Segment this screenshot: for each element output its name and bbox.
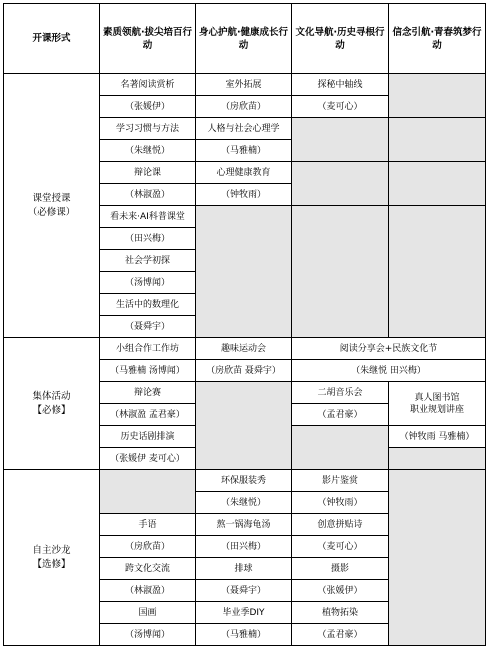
empty-cell	[196, 382, 292, 470]
course-teacher: （麦可心）	[292, 96, 389, 118]
course-teacher: （朱继悦）	[196, 492, 292, 514]
empty-cell	[389, 118, 486, 162]
course-name: 摄影	[292, 558, 389, 580]
course-teacher: （马雅楠）	[196, 140, 292, 162]
course-name: 社会学初探	[100, 250, 196, 272]
course-teacher: （房欣苗 聂舜宇）	[196, 360, 292, 382]
course-teacher: （林淑盈）	[100, 184, 196, 206]
course-teacher: （麦可心）	[292, 536, 389, 558]
course-teacher: （聂舜宇）	[100, 316, 196, 338]
course-teacher: （田兴梅）	[100, 228, 196, 250]
header-form: 开课形式	[4, 4, 100, 74]
course-teacher: （林淑盈）	[100, 580, 196, 602]
group-label-line1: 课堂授课	[32, 192, 71, 204]
course-teacher: （房欣苗）	[100, 536, 196, 558]
table-row	[4, 74, 486, 96]
course-teacher: （汤博闻）	[100, 624, 196, 646]
header-col2: 身心护航·健康成长行动	[196, 4, 292, 74]
course-name: 看未来·AI科普课堂	[100, 206, 196, 228]
course-name: 熬一锅海龟汤	[196, 514, 292, 536]
header-col4: 信念引航·青春筑梦行动	[389, 4, 486, 74]
empty-cell	[196, 206, 292, 338]
course-name: 名著阅读赏析	[100, 74, 196, 96]
course-name: 辩论赛	[100, 382, 196, 404]
course-name: 阅读分享会+民族文化节	[292, 338, 486, 360]
course-teacher: （房欣苗）	[196, 96, 292, 118]
course-teacher: （林淑盈 孟君豪）	[100, 404, 196, 426]
course-schedule-table	[3, 3, 486, 646]
course-name: 历史话剧排演	[100, 426, 196, 448]
course-teacher: （张媛伊）	[292, 580, 389, 602]
empty-cell	[292, 206, 389, 338]
course-teacher: （马雅楠）	[196, 624, 292, 646]
course-teacher: （钟牧雨）	[196, 184, 292, 206]
course-teacher: （孟君豪）	[292, 624, 389, 646]
group-label-activity	[4, 338, 100, 470]
empty-cell	[292, 426, 389, 470]
course-name: 毕业季DIY	[196, 602, 292, 624]
empty-cell	[292, 162, 389, 206]
course-name: 创意拼贴诗	[292, 514, 389, 536]
course-teacher: （钟牧雨 马雅楠）	[389, 426, 486, 448]
table-row	[4, 338, 486, 360]
course-name: 手语	[100, 514, 196, 536]
course-teacher: （张媛伊）	[100, 96, 196, 118]
course-name: 探秘中轴线	[292, 74, 389, 96]
course-name-line1: 真人图书馆	[414, 392, 460, 403]
course-name: 跨文化交流	[100, 558, 196, 580]
course-teacher: （钟牧雨）	[292, 492, 389, 514]
header-row	[4, 4, 486, 74]
empty-cell	[292, 118, 389, 162]
course-name-line2: 职业规划讲座	[409, 404, 464, 415]
course-name: 生活中的数理化	[100, 294, 196, 316]
course-name: 辩论课	[100, 162, 196, 184]
course-name: 影片鉴赏	[292, 470, 389, 492]
course-name: 环保服装秀	[196, 470, 292, 492]
course-name: 二胡音乐会	[292, 382, 389, 404]
empty-cell	[389, 74, 486, 118]
course-name: 小组合作工作坊	[100, 338, 196, 360]
empty-cell	[389, 162, 486, 206]
group-label-line1: 自主沙龙	[32, 544, 71, 556]
empty-cell	[389, 448, 486, 470]
group-label-lecture	[4, 74, 100, 338]
course-teacher: （马雅楠 汤博闻）	[100, 360, 196, 382]
course-teacher: （朱继悦 田兴梅）	[292, 360, 486, 382]
empty-cell	[389, 206, 486, 338]
header-col1: 素质领航·拔尖培百行动	[100, 4, 196, 74]
course-teacher: （田兴梅）	[196, 536, 292, 558]
course-name: 人格与社会心理学	[196, 118, 292, 140]
table-row	[4, 470, 486, 492]
group-label-line2: （必修课）	[27, 206, 76, 218]
group-label-salon	[4, 470, 100, 646]
course-name: 排球	[196, 558, 292, 580]
course-teacher: （聂舜宇）	[196, 580, 292, 602]
course-name: 学习习惯与方法	[100, 118, 196, 140]
empty-cell	[100, 470, 196, 514]
course-name: 心理健康教育	[196, 162, 292, 184]
course-teacher: （孟君豪）	[292, 404, 389, 426]
course-name: 趣味运动会	[196, 338, 292, 360]
empty-cell	[389, 470, 486, 646]
group-label-line1: 集体活动	[32, 390, 71, 402]
group-label-line2: 【选修】	[32, 558, 71, 570]
header-col3: 文化导航·历史寻根行动	[292, 4, 389, 74]
course-teacher: （朱继悦）	[100, 140, 196, 162]
course-name: 植物拓染	[292, 602, 389, 624]
course-name: 室外拓展	[196, 74, 292, 96]
course-name: 国画	[100, 602, 196, 624]
course-teacher: （张媛伊 麦可心）	[100, 448, 196, 470]
course-name	[389, 382, 486, 426]
course-teacher: （汤博闻）	[100, 272, 196, 294]
group-label-line2: 【必修】	[32, 404, 71, 416]
